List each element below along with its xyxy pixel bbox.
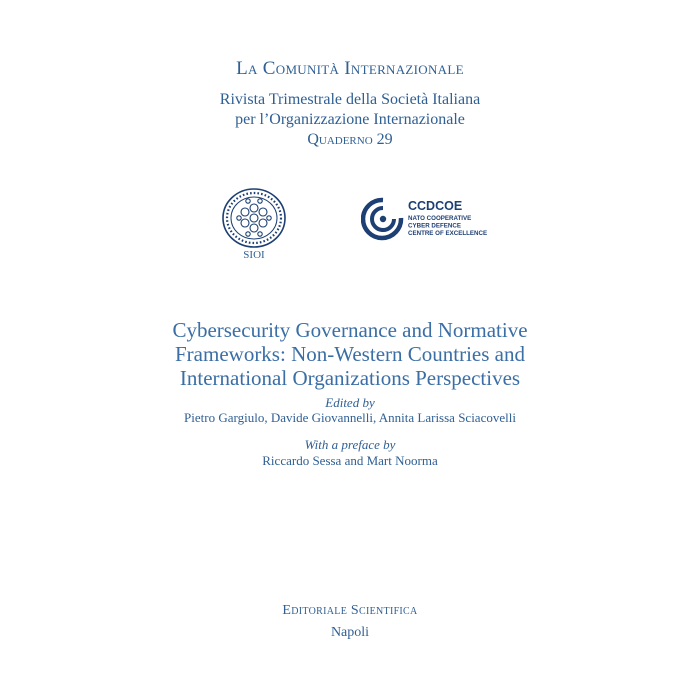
book-title-line-3: International Organizations Perspectives: [179, 366, 521, 390]
editors: Pietro Gargiulo, Davide Giovannelli, Annita Larissa Sciacovelli: [184, 410, 516, 425]
ccdcoe-line-1: NATO COOPERATIVE: [408, 215, 472, 222]
ccdcoe-spiral-icon: [363, 200, 401, 238]
publisher-city: Napoli: [330, 625, 370, 640]
ccdcoe-line-3: CENTRE OF EXCELLENCE: [408, 230, 488, 237]
preface-authors: Riccardo Sessa and Mart Noorma: [262, 453, 438, 468]
journal-line-2: per l’Organizzazione Internazionale: [235, 111, 465, 128]
book-title-line-1: Cybersecurity Governance and Normative: [172, 318, 528, 342]
book-title: [0, 318, 700, 390]
ccdcoe-line-2: CYBER DEFENCE: [408, 222, 461, 230]
ccdcoe-logo: [361, 196, 501, 244]
edited-by-label: Edited by: [325, 395, 375, 410]
book-title-line-2: Frameworks: Non-Western Countries and: [175, 342, 525, 366]
sioi-label: SIOI: [243, 249, 265, 261]
preface-label: With a preface by: [304, 437, 396, 452]
issue-number: Quaderno 29: [307, 131, 393, 148]
journal-line-1: Rivista Trimestrale della Società Italiana: [219, 91, 481, 108]
journal-subtitle: [0, 90, 700, 130]
ccdcoe-name: CCDCOE: [408, 199, 463, 213]
publisher-name: Editoriale Scientifica: [282, 603, 418, 618]
series-title: La Comunità Internazionale: [236, 58, 464, 79]
